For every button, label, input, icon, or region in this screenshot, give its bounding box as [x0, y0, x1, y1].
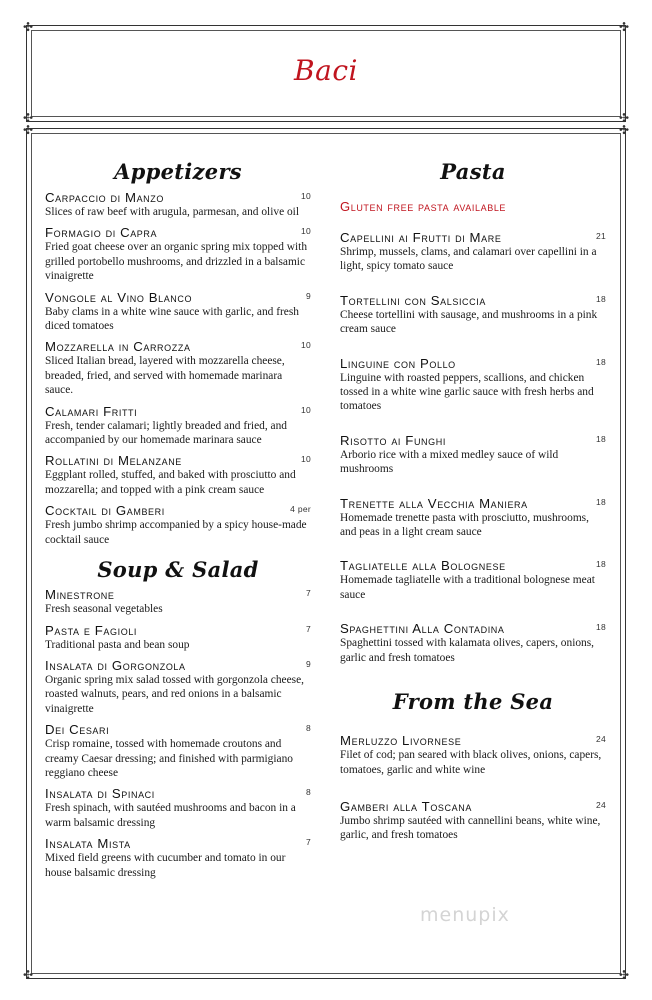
- menu-item: [340, 799, 606, 843]
- item-description: Fresh jumbo shrimp accompanied by a spicy house-made cocktail sauce: [45, 519, 307, 546]
- gluten-free-note: Gluten free pasta available: [340, 199, 507, 214]
- menu-item: [45, 623, 311, 652]
- item-price: 18: [595, 433, 606, 444]
- item-name: Carpaccio di Manzo: [45, 190, 164, 205]
- item-name: Spaghettini Alla Contadina: [340, 621, 505, 637]
- item-price: 24: [595, 734, 606, 745]
- corner-ornament-icon: ✣: [618, 123, 630, 137]
- item-name: Rollatini di Melanzane: [45, 453, 182, 469]
- item-name: Gamberi alla Toscana: [340, 798, 472, 814]
- item-name: Insalata di Gorgonzola: [45, 657, 186, 673]
- menu-item: [45, 290, 311, 334]
- item-price: 7: [305, 623, 311, 634]
- item-name: Pasta e Fagioli: [45, 622, 138, 638]
- corner-ornament-icon: ✣: [618, 111, 630, 125]
- menu-item: [340, 558, 606, 602]
- item-description: Sliced Italian bread, layered with mozzarella cheese, breaded, fried, and served with homemade marinara sauce.: [45, 355, 285, 397]
- item-name: Tortellini con Salsiccia: [340, 292, 486, 308]
- item-name: Capellini ai Frutti di Mare: [340, 230, 502, 245]
- item-name: Tagliatelle alla Bolognese: [340, 558, 506, 574]
- item-price: 10: [300, 226, 311, 237]
- item-price: 4 per: [290, 504, 311, 515]
- menu-item: [45, 503, 311, 547]
- item-name: Mozzarella in Carrozza: [45, 339, 191, 355]
- item-description: Spaghettini tossed with kalamata olives, capers, onions, garlic and fresh tomatoes: [340, 637, 595, 664]
- item-price: 8: [305, 723, 311, 734]
- item-name: Dei Cesari: [45, 722, 110, 738]
- item-description: Baby clams in a white wine sauce with garlic, and fresh diced tomatoes: [45, 305, 299, 333]
- corner-ornament-icon: ✣: [22, 123, 34, 137]
- item-price: 10: [300, 191, 311, 201]
- menu-item: [45, 587, 311, 616]
- item-price: 10: [300, 404, 311, 415]
- item-description: Organic spring mix salad tossed with gorgonzola cheese, roasted walnuts, pears, and red onions in a balsamic vinaigrette: [45, 673, 304, 715]
- soup-salad-heading: Soup & Salad: [97, 557, 259, 583]
- item-name: Formagio di Capra: [45, 225, 158, 241]
- item-name: Insalata Mista: [45, 836, 131, 852]
- menu-item: [340, 356, 606, 414]
- appetizers-heading: Appetizers: [114, 159, 242, 184]
- item-price: 7: [305, 837, 311, 848]
- item-description: Traditional pasta and bean soup: [45, 638, 190, 651]
- menu-item: [340, 293, 606, 337]
- item-description: Fresh, tender calamari; lightly breaded and fried, and accompanied by our homemade marinara sauce: [45, 419, 287, 447]
- menu-item: [45, 225, 311, 283]
- right-column: [340, 157, 606, 843]
- item-name: Insalata di Spinaci: [45, 786, 155, 802]
- item-name: Vongole al Vino Blanco: [45, 289, 193, 305]
- item-description: Jumbo shrimp sautéed with cannellini beans, white wine, garlic, and fresh tomatoes: [340, 814, 601, 842]
- menu-item: [340, 230, 606, 274]
- menu-item: [45, 722, 311, 780]
- left-column: [45, 157, 311, 880]
- item-name: Trenette alla Vecchia Maniera: [340, 495, 528, 511]
- item-description: Eggplant rolled, stuffed, and baked with prosciutto and mozzarella; and topped with a pink cream sauce: [45, 469, 296, 496]
- restaurant-title: Baci: [294, 54, 358, 87]
- item-price: 8: [305, 787, 311, 798]
- menu-item: [45, 453, 311, 497]
- menu-item: [340, 621, 606, 665]
- corner-ornament-icon: ✣: [22, 20, 34, 34]
- corner-ornament-icon: ✣: [22, 968, 34, 982]
- item-name: Risotto ai Funghi: [340, 432, 446, 448]
- pasta-heading: Pasta: [440, 159, 506, 184]
- item-price: 9: [305, 290, 311, 301]
- item-price: 9: [305, 658, 311, 669]
- item-description: Fresh spinach, with sautéed mushrooms and bacon in a warm balsamic dressing: [45, 802, 296, 829]
- item-price: 21: [595, 231, 606, 241]
- menu-item: [45, 339, 311, 397]
- item-price: 10: [300, 454, 311, 465]
- menu-item: [340, 733, 606, 777]
- item-price: 18: [595, 356, 606, 367]
- item-name: Minestrone: [45, 587, 115, 603]
- item-description: Homemade tagliatelle with a traditional bolognese meat sauce: [340, 574, 595, 601]
- item-name: Linguine con Pollo: [340, 355, 456, 371]
- from-the-sea-heading: From the Sea: [392, 689, 554, 715]
- menu-item: [45, 836, 311, 880]
- item-description: Crisp romaine, tossed with homemade croutons and creamy Caesar dressing; and finished with parmigiano reggiano cheese: [45, 738, 293, 779]
- menu-item: [340, 496, 606, 540]
- item-price: 18: [595, 496, 606, 507]
- item-price: 18: [595, 622, 606, 633]
- item-description: Fried goat cheese over an organic spring mix topped with grilled portobello mushrooms, and drizzled in a balsamic vinaigrette: [45, 241, 308, 283]
- item-description: Slices of raw beef with arugula, parmesan, and olive oil: [45, 206, 299, 218]
- item-description: Linguine with roasted peppers, scallions, and chicken tossed in a white wine garlic sauce with fresh herbs and tomatoes: [340, 371, 594, 413]
- item-price: 24: [595, 799, 606, 810]
- item-name: Merluzzo Livornese: [340, 733, 462, 749]
- menu-item: [340, 433, 606, 477]
- item-description: Mixed field greens with cucumber and tomato in our house balsamic dressing: [45, 852, 286, 879]
- item-description: Cheese tortellini with sausage, and mushrooms in a pink cream sauce: [340, 308, 598, 336]
- corner-ornament-icon: ✣: [618, 20, 630, 34]
- item-description: Arborio rice with a mixed medley sauce of wild mushrooms: [340, 448, 559, 476]
- item-description: Fresh seasonal vegetables: [45, 603, 163, 616]
- item-price: 10: [300, 340, 311, 351]
- item-description: Shrimp, mussels, clams, and calamari over capellini in a light, spicy tomato sauce: [340, 246, 597, 273]
- menu-item: [45, 404, 311, 448]
- item-name: Calamari Fritti: [45, 403, 138, 419]
- menu-item: [45, 658, 311, 716]
- corner-ornament-icon: ✣: [618, 968, 630, 982]
- item-price: 18: [595, 293, 606, 304]
- item-price: 18: [595, 559, 606, 570]
- watermark: menupix: [420, 904, 510, 926]
- item-name: Cocktail di Gamberi: [45, 503, 165, 519]
- item-description: Homemade trenette pasta with prosciutto, mushrooms, and peas in a light cream sauce: [340, 511, 589, 539]
- menu-item: [45, 190, 311, 219]
- item-description: Filet of cod; pan seared with black olives, onions, capers, tomatoes, garlic and white wine: [340, 749, 602, 776]
- corner-ornament-icon: ✣: [22, 111, 34, 125]
- menu-item: [45, 786, 311, 830]
- item-price: 7: [305, 588, 311, 599]
